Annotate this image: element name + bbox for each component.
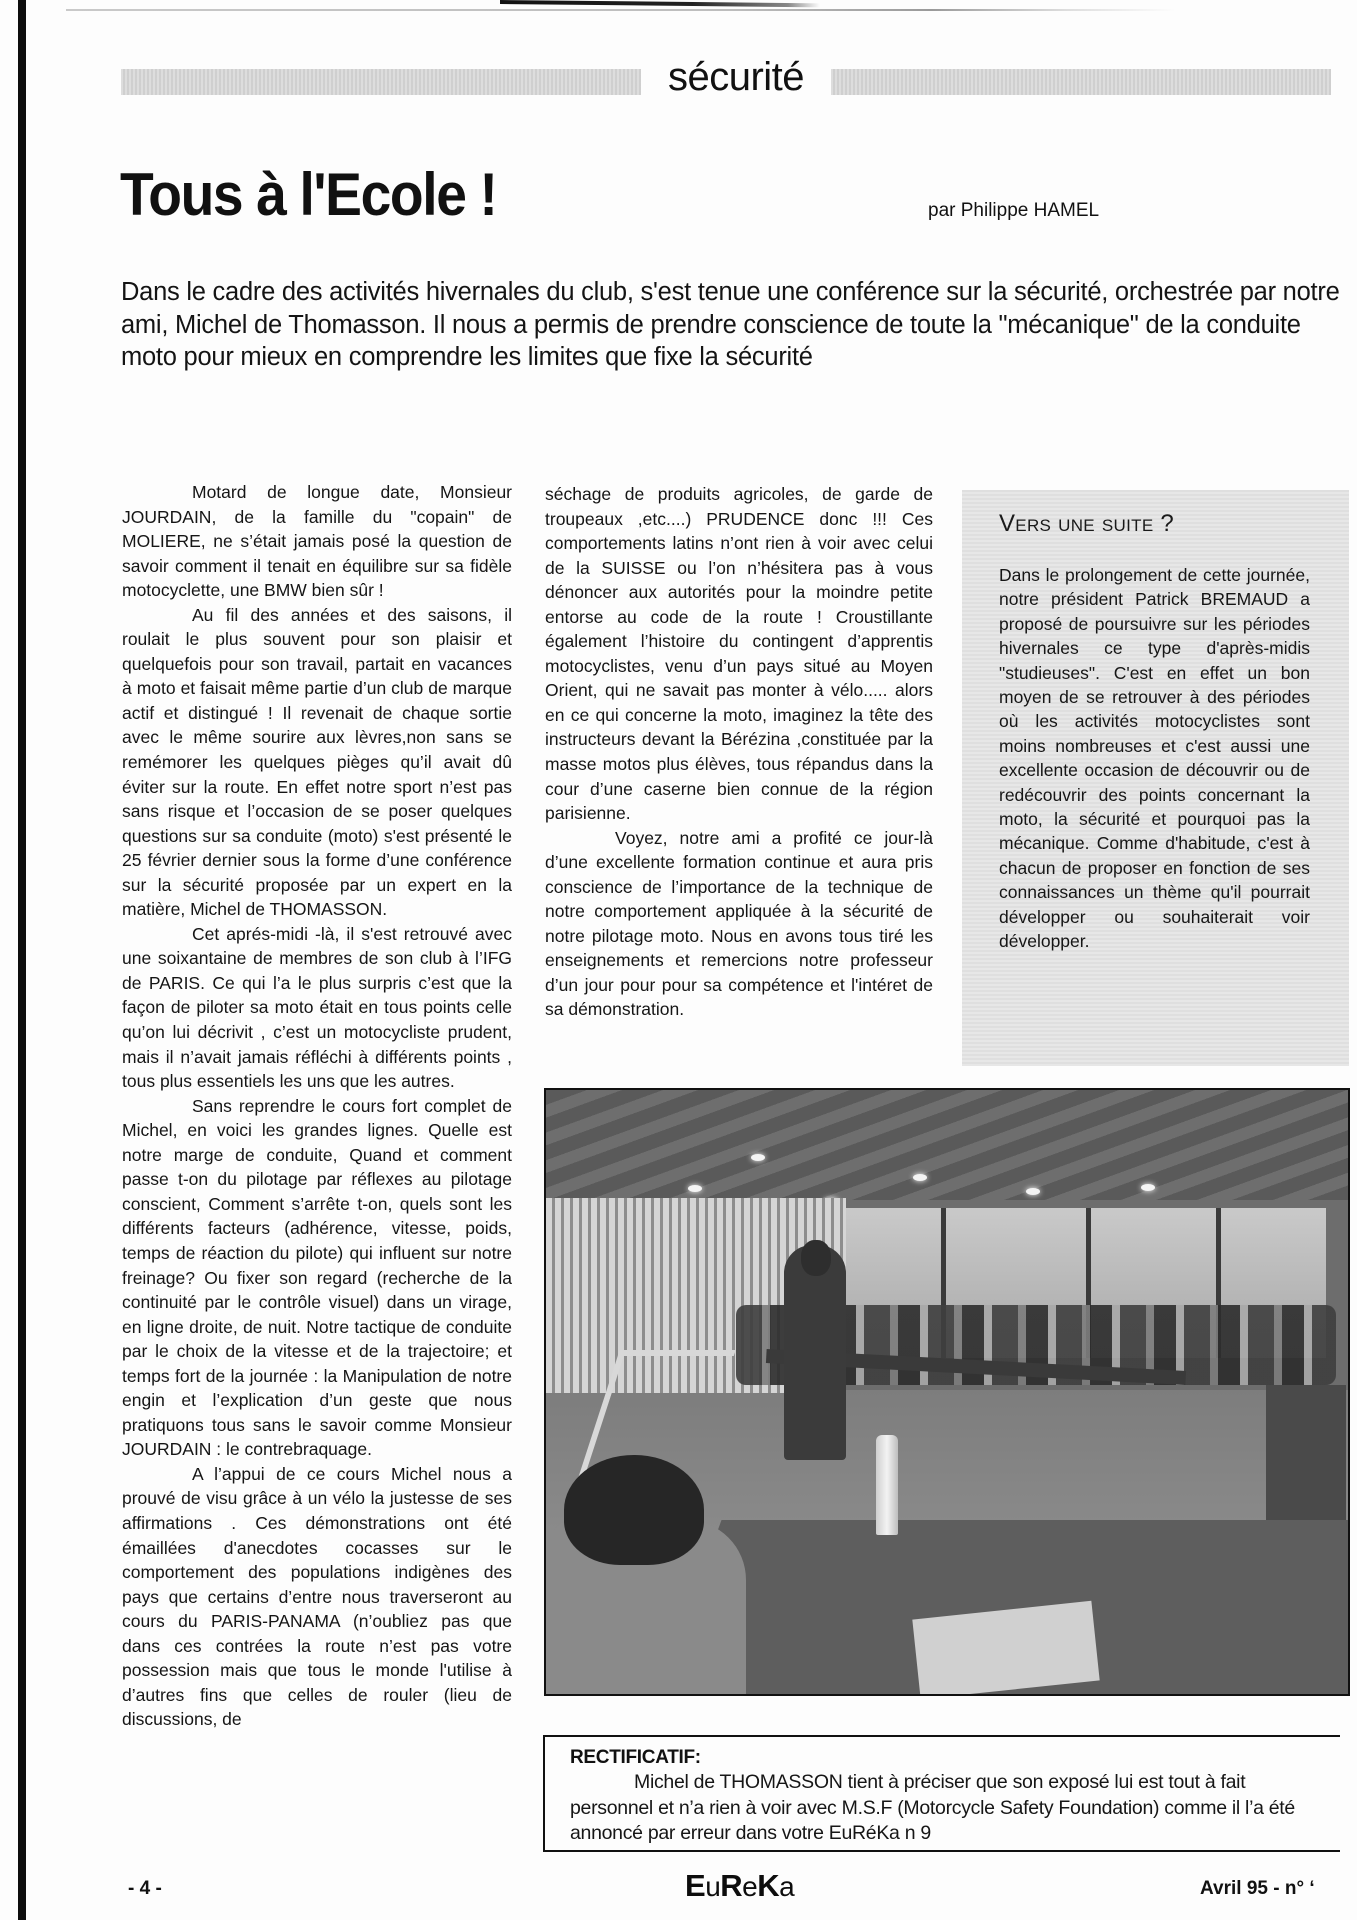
- conference-photo: [544, 1088, 1350, 1696]
- logo-letter: u: [705, 1871, 721, 1902]
- section-header: [121, 55, 1331, 99]
- article-byline: par Philippe HAMEL: [928, 200, 1100, 221]
- article-column-2: [545, 482, 933, 1022]
- ceiling-light-icon: [913, 1174, 927, 1181]
- paragraph: Sans reprendre le cours fort complet de Michel, en voici les grandes lignes. Quelle est notre marge de conduite, Quand et comment passe t-on du pilotage par réflexes au pilotage conscient, Comment s’arrête t-on, quels sont les différents facteurs (adhérence, vitesse, poids, temps de réaction du pilote) qui influent sur notre freinage? Ou fixer son regard (recherche de la continuité par le contrôle visuel) dans un virage, en ligne droite, de nuit. Notre tactique de conduite par le choix de la vitesse et de la trajectoire; et temps fort de la journée : la Manipulation de notre engin et l’explication d’un geste que nous pratiquons tous sans le savoir comme Monsieur JOURDAIN : le contrebraquage.: [122, 1095, 512, 1460]
- section-band-left: [121, 69, 641, 95]
- logo-letter: E: [685, 1868, 706, 1903]
- paragraph: Motard de longue date, Monsieur JOURDAIN, de la famille du "copain" de MOLIERE, ne s’était jamais posé la question de savoir comment il tenait en équilibre sur sa fidèle motocyclette, une BMW bien sûr !: [122, 482, 512, 601]
- issue-date: Avril 95 - n° ‘: [1200, 1878, 1315, 1899]
- photo-speaker: [784, 1245, 846, 1460]
- page-edge-bar: [18, 0, 26, 1920]
- paragraph: Cet aprés-midi -là, il s'est retrouvé avec une soixantaine de membres de son club à l’IFG de PARIS. Ce qui l’a le plus surpris c’est que la façon de piloter sa moto était en tous points celle qu’on lui décrivit , c’est un motocycliste prudent, mais il n’avait jamais réfléchi à différents points , tous plus essentiels les uns que les autres.: [122, 923, 512, 1092]
- scan-streak: [500, 0, 820, 7]
- logo-letter: R: [720, 1868, 743, 1903]
- paragraph: Au fil des années et des saisons, il roulait le plus souvent pour son plaisir et quelquefois pour son travail, partait en vacances à moto et faisait même partie d’un club de marque actif et distingué ! Il revenait de chaque sortie avec le même sourire aux lèvres,non sans se remémorer les quelques pièges qu’il avait dû éviter sur la route. En effet notre sport n’est pas sans risque et l’occasion de se poser quelques questions sur sa conduite (moto) s'est présenté le 25 février dernier sous la forme d’une conférence sur la sécurité proposée par un expert en la matière, Michel de THOMASSON.: [122, 604, 512, 920]
- paragraph: Voyez, notre ami a profité ce jour-là d’une excellente formation continue et aura pris conscience de l’importance de la technique de notre comportement appliquée à la sécurité de notre pilotage moto. Nous en avons tous tiré les enseignements et remercions notre professeur d’un jour pour pour sa compétence et l'intéret de sa démonstration.: [545, 827, 933, 1020]
- ceiling-light-icon: [688, 1185, 702, 1192]
- top-rule: [66, 9, 1176, 11]
- section-band-right: [831, 69, 1331, 95]
- photo-water-bottle: [876, 1435, 898, 1535]
- photo-ceiling: [546, 1090, 1348, 1200]
- paragraph: A l’appui de ce cours Michel nous a prouvé de visu grâce à un vélo la justesse de ses affirmations . Ces démonstrations ont été émaillées d'anecdotes cocasses sur le comportement des populations indigènes des pays que certains d’entre nous traverseront au cours du PARIS-PANAMA (n’oubliez pas que dans ces contrées la route n’est pas votre possession mais que tous le monde l'utilise à d’autres fins que celles de rouler (lieu de discussions, de: [122, 1463, 512, 1730]
- photo-foreground-head: [564, 1455, 704, 1565]
- section-label: sécurité: [667, 55, 805, 99]
- article-column-1: [122, 480, 512, 1732]
- page-number: - 4 -: [128, 1878, 162, 1899]
- rectificatif-box: [543, 1735, 1340, 1852]
- rectificatif-heading: RECTIFICATIF:: [570, 1747, 701, 1768]
- ceiling-light-icon: [1141, 1184, 1155, 1191]
- sidebar-box: [962, 490, 1349, 1066]
- sidebar-heading: Vers une suite ?: [999, 510, 1175, 537]
- article-lead: Dans le cadre des activités hivernales du club, s'est tenue une conférence sur la sécurité, orchestrée par notre ami, Michel de Thomasson. Il nous a permis de prendre conscience de toute la "mécanique" de la conduite moto pour mieux en comprendre les limites que fixe la sécurité: [121, 278, 1340, 371]
- ceiling-light-icon: [1026, 1188, 1040, 1195]
- logo-letter: e: [742, 1871, 758, 1902]
- rectificatif-text: Michel de THOMASSON tient à préciser que son exposé lui est tout à fait personnel et n’a rien à voir avec M.S.F (Motorcycle Safety Foundation) comme il l’a été annoncé par erreur dans votre EuRéKa n 9: [570, 1771, 1295, 1844]
- logo-letter: K: [757, 1868, 780, 1903]
- sidebar-body: Dans le prolongement de cette journée, notre président Patrick BREMAUD a proposé de poursuivre sur les périodes hivernales ce type d'après-midis "studieuses". C'est en effet un bon moyen de se retrouver à des périodes où les activités motocyclistes sont moins nombreuses et c'est aussi une excellente occasion de découvrir ou de redécouvrir des points concernant la moto, la sécurité et pourquoi pas la mécanique. Comme d'habitude, c'est à chacun de proposer en fonction de ses connaissances un thème qu'il pourrait développer ou souhaiterait voir développer.: [999, 565, 1310, 952]
- paragraph: séchage de produits agricoles, de garde de troupeaux ,etc....) PRUDENCE donc !!! Ces comportements latins n’ont rien à voir avec celui de la SUISSE ou l’on n’hésitera pas à vous dénoncer aux autorités pour la moindre petite entorse au code de la route ! Croustillante également l’histoire du contingent d’apprentis motocyclistes, venu d’un pays situé au Moyen Orient, qui ne savait pas monter à vélo..... alors en ce qui concerne la moto, imaginez la tête des instructeurs devant la Bérézina ,constituée par la masse motos plus élèves, tous répandus dans la cour d’une caserne bien connue de la région parisienne.: [545, 484, 933, 824]
- logo-letter: a: [779, 1871, 795, 1902]
- eureka-logo: [685, 1868, 794, 1904]
- ceiling-light-icon: [751, 1154, 765, 1161]
- photo-table: [1266, 1385, 1346, 1535]
- article-title: Tous à l'Ecole !: [120, 161, 497, 228]
- rectificatif-body: [570, 1770, 1315, 1847]
- photo-speaker-head: [801, 1240, 831, 1276]
